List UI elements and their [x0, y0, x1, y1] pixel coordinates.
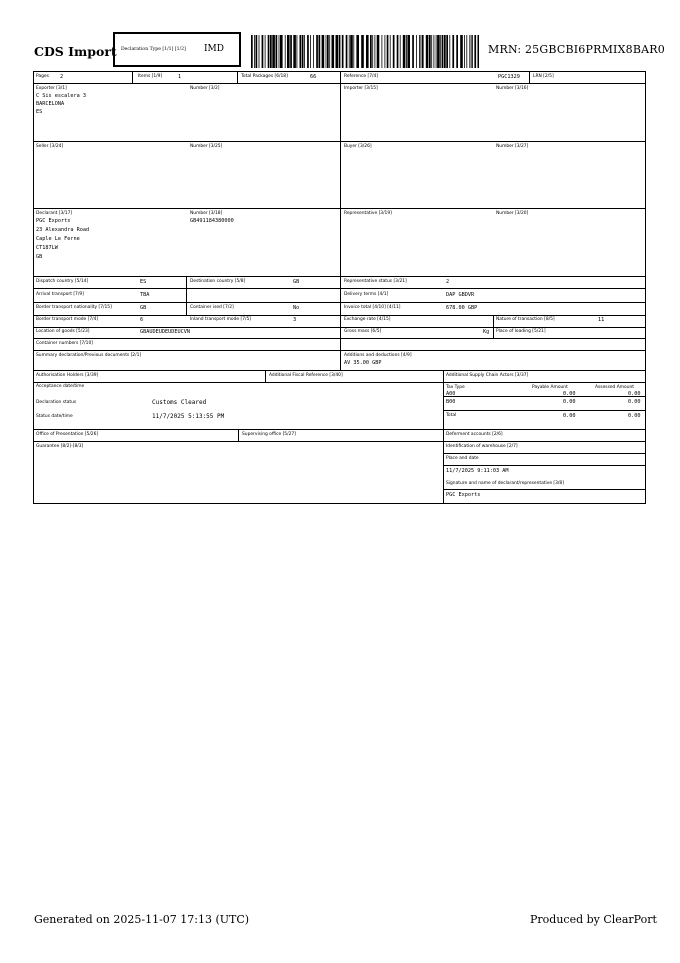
- generated-timestamp: Generated on 2025-11-07 17:13 (UTC): [34, 913, 250, 926]
- border-mode-label: Border transport mode [7/4]: [36, 317, 99, 322]
- fiscal-reference-label: Additional Fiscal Reference [3/40]: [269, 373, 343, 378]
- acceptance-label: Acceptance date/time: [36, 384, 85, 389]
- invoice-total-value: 678.00 GBP: [446, 305, 478, 311]
- importer-label: Importer [3/15]: [344, 86, 378, 91]
- items-value: 1: [178, 74, 182, 80]
- exporter-number-label: Number [3/2]: [190, 86, 220, 91]
- authorisation-holders-label: Authorisation Holders [3/39]: [36, 373, 99, 378]
- buyer-label: Buyer [3/26]: [344, 144, 372, 149]
- declaration-type-label: Declaration Type [1/1] [1/2]: [121, 47, 186, 52]
- exporter-label: Exporter [3/1]: [36, 86, 67, 91]
- supervising-office-label: Supervising office [5/27]: [242, 432, 296, 437]
- representative-number-label: Number [3/20]: [496, 211, 529, 216]
- declarant-label: Declarant [3/17]: [36, 211, 73, 216]
- representative-status-value: 2: [446, 279, 450, 285]
- declarant-number-label: Number [3/18]: [190, 211, 223, 216]
- buyer-number-label: Number [3/27]: [496, 144, 529, 149]
- tax-row-type: B00: [446, 399, 456, 405]
- dispatch-country-label: Dispatch country [5/14]: [36, 279, 89, 284]
- status-datetime-value: 11/7/2025 5:13:55 PM: [152, 413, 225, 420]
- signature-label: Signature and name of declarant/representative [3/8]: [446, 481, 564, 486]
- place-of-loading-label: Place of loading [5/21]: [496, 329, 546, 334]
- tax-total-label: Total: [446, 413, 457, 418]
- declarant-line: GB: [36, 254, 43, 260]
- produced-by: Produced by ClearPort: [530, 913, 657, 926]
- tax-row-type: A00: [446, 391, 456, 397]
- inland-mode-value: 3: [293, 317, 297, 323]
- tax-row-assessed: 0.00: [628, 399, 641, 405]
- page-title: CDS Import: [34, 44, 117, 59]
- signature-value: PGC Exports: [446, 492, 481, 498]
- declarant-line: 23 Alexandra Road: [36, 227, 90, 233]
- declaration-form: [33, 71, 646, 504]
- tax-total-payable: 0.00: [563, 413, 576, 419]
- gross-mass-label: Gross mass [6/5]: [344, 329, 382, 334]
- declaration-status-value: Customs Cleared: [152, 399, 207, 406]
- status-datetime-label: Status date/time: [36, 414, 73, 419]
- total-packages-label: Total Packages [6/18]: [241, 74, 288, 79]
- tax-row-payable: 0.00: [563, 399, 576, 405]
- exporter-line: ES: [36, 109, 43, 115]
- payable-amount-header: Payable Amount: [532, 385, 568, 390]
- invoice-total-label: Invoice total [4/10] [4/11]: [344, 305, 401, 310]
- container-value: No: [293, 305, 300, 311]
- border-nationality-label: Border transport nationality [7/15]: [36, 305, 112, 310]
- total-packages-value: 66: [310, 74, 317, 80]
- destination-country-value: GB: [293, 279, 300, 285]
- mrn-number: MRN: 25GBCBI6PRMIX8BAR0: [488, 43, 665, 56]
- representative-label: Representative [3/19]: [344, 211, 392, 216]
- reference-label: Reference [7/4]: [344, 74, 378, 79]
- warehouse-label: Identification of warehouse [2/7]: [446, 444, 518, 449]
- pages-value: 2: [60, 74, 64, 80]
- place-date-label: Place and date: [446, 456, 479, 461]
- tax-type-header: Tax Type: [446, 385, 465, 390]
- summary-declaration-label: Summary declaration/Previous documents [2/1]: [36, 353, 142, 358]
- seller-label: Seller [3/24]: [36, 144, 64, 149]
- barcode: [251, 35, 479, 68]
- border-nationality-value: GB: [140, 305, 147, 311]
- exporter-line: C Sis escalera 3: [36, 93, 86, 99]
- gross-mass-unit: Kg: [483, 329, 490, 335]
- assessed-amount-header: Assessed Amount: [595, 385, 634, 390]
- inland-mode-label: Inland transport mode [7/5]: [190, 317, 251, 322]
- nature-of-transaction-value: 11: [598, 317, 605, 323]
- declarant-number-value: GB491184380000: [190, 218, 234, 224]
- additions-deductions-value: AV 35.00 GBP: [344, 360, 382, 366]
- representative-status-label: Representative status [3/21]: [344, 279, 407, 284]
- location-of-goods-value: GBAUDEUDEUDEUCVN: [140, 329, 190, 335]
- tax-total-assessed: 0.00: [628, 413, 641, 419]
- office-presentation-label: Office of Presentation [5/26]: [36, 432, 99, 437]
- arrival-transport-label: Arrival transport [7/9]: [36, 292, 84, 297]
- declarant-line: CT187LW: [36, 245, 58, 251]
- declaration-type-value: IMD: [204, 44, 224, 54]
- container-numbers-label: Container numbers [7/10]: [36, 341, 93, 346]
- nature-of-transaction-label: Nature of transaction [8/5]: [496, 317, 555, 322]
- declaration-type-box: [113, 32, 241, 67]
- importer-number-label: Number [3/16]: [496, 86, 529, 91]
- declaration-status-label: Declaration status: [36, 400, 77, 405]
- location-of-goods-label: Location of goods [5/23]: [36, 329, 90, 334]
- container-label: Container ised [7/2]: [190, 305, 234, 310]
- pages-label: Pages: [36, 74, 49, 79]
- lrn-label: LRN [2/5]: [533, 74, 554, 79]
- deferment-accounts-label: Deferment accounts [2/6]: [446, 432, 503, 437]
- border-mode-value: 6: [140, 317, 144, 323]
- items-label: Items [1/9]: [138, 74, 163, 79]
- reference-value: PGC1329: [498, 74, 520, 80]
- arrival-transport-value: TBA: [140, 292, 150, 298]
- declarant-line: PGC Exports: [36, 218, 71, 224]
- declarant-line: Caple Le Ferne: [36, 236, 80, 242]
- delivery-terms-value: DAP GBDVR: [446, 292, 475, 298]
- tax-row-assessed: 0.00: [628, 391, 641, 397]
- delivery-terms-label: Delivery terms [4/1]: [344, 292, 389, 297]
- guarantee-label: Guarantee [8/2]-[8/3]: [36, 444, 84, 449]
- additions-deductions-label: Additions and deductions [4/9]: [344, 353, 412, 358]
- exporter-line: BARCELONA: [36, 101, 65, 107]
- seller-number-label: Number [3/25]: [190, 144, 223, 149]
- dispatch-country-value: ES: [140, 279, 147, 285]
- destination-country-label: Destination country [5/8]: [190, 279, 246, 284]
- tax-row-payable: 0.00: [563, 391, 576, 397]
- exchange-rate-label: Exchange rate [4/15]: [344, 317, 391, 322]
- supply-chain-actors-label: Additional Supply Chain Actors [3/37]: [446, 373, 529, 378]
- place-date-value: 11/7/2025 9:11:03 AM: [446, 468, 509, 474]
